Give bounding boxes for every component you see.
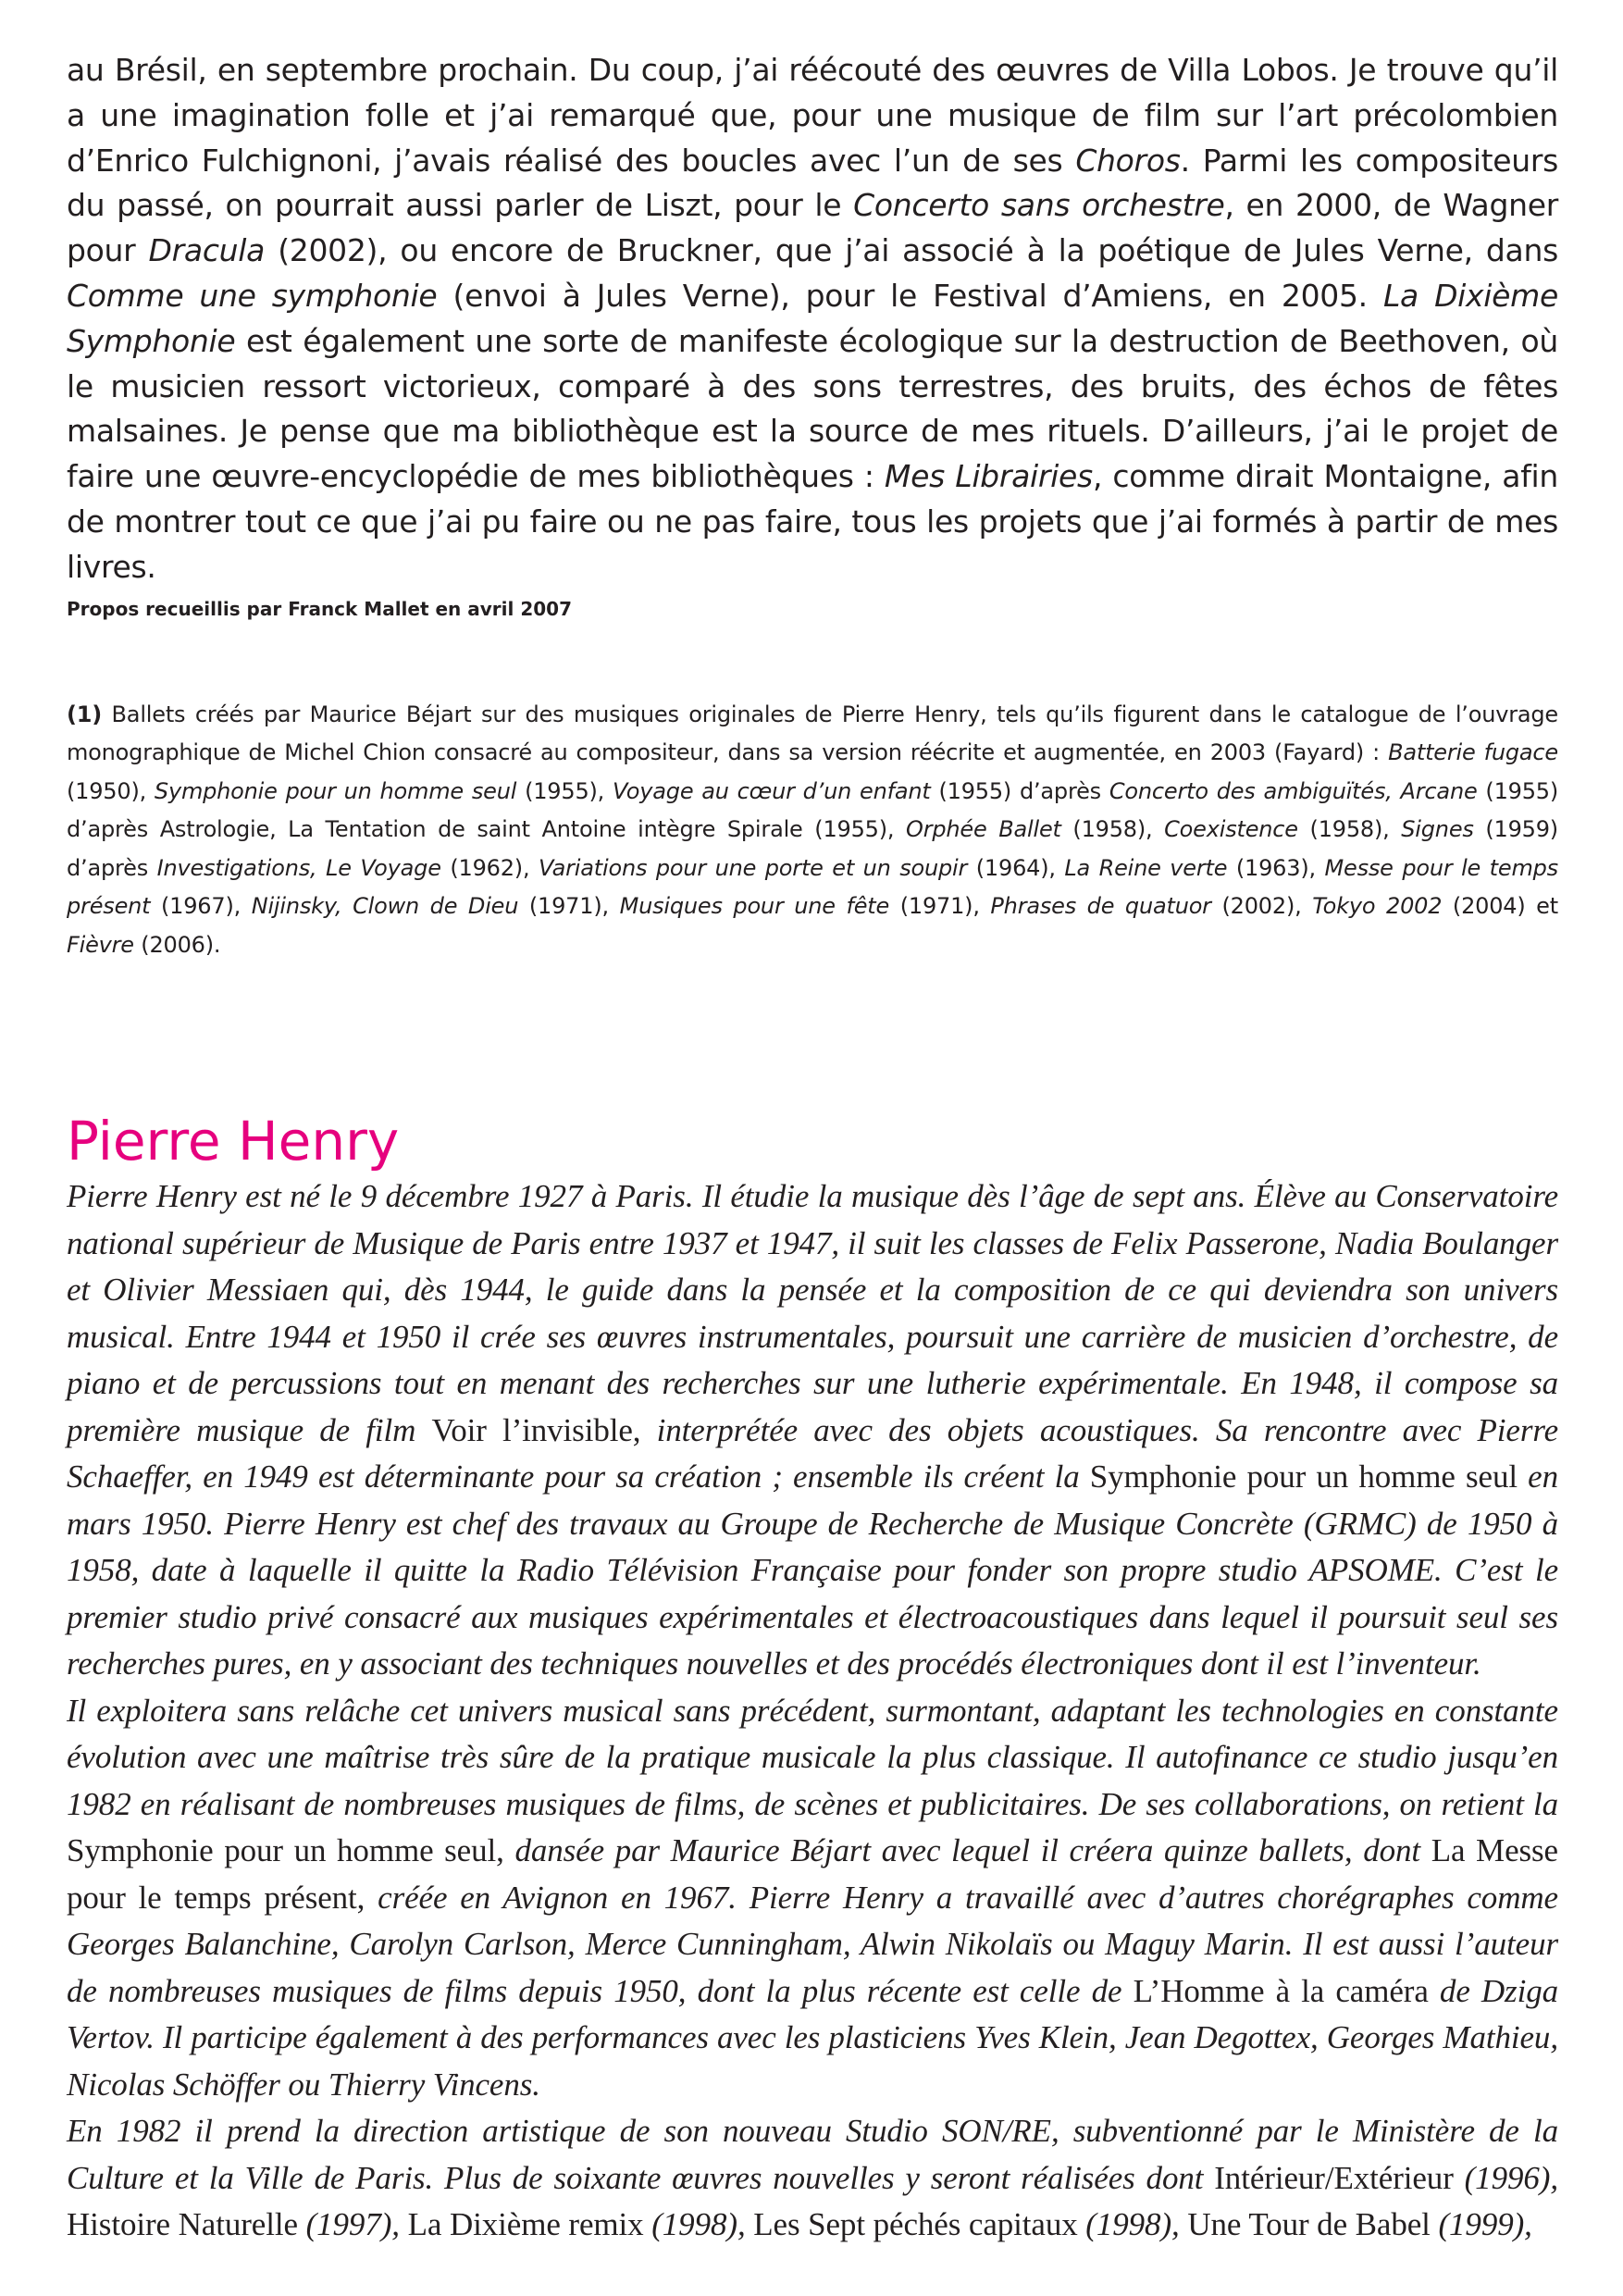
work-title: La Reine verte — [1064, 854, 1228, 881]
bio-paragraph — [67, 2108, 1558, 2249]
work-title: Fièvre — [67, 931, 134, 958]
interview-paragraph — [67, 48, 1558, 590]
work-title: Mes Librairies — [884, 458, 1093, 495]
work-title: Symphonie pour un homme seul — [1089, 1458, 1518, 1496]
work-title: Symphonie pour un homme seul — [154, 777, 517, 804]
work-title: Messe pour le temps présent — [67, 854, 1558, 920]
text-run: créée en Avignon en 1967. Pierre Henry a travaillé avec d’autres chorégraphes comme Georges Balanchine, Carolyn Carlson, Merce Cunningham, Alwin Nikolaïs ou Maguy Marin. Il est aussi l’auteur de nombreuses musiques de films depuis 1950, dont la plus récente est celle de — [67, 1879, 1558, 2009]
work-title: Voir l’invisible, — [431, 1411, 641, 1448]
text-run: (1958), — [1297, 816, 1402, 843]
work-title: Dracula — [148, 232, 266, 269]
work-title: Signes — [1401, 816, 1474, 843]
work-title: Histoire Naturelle — [67, 2206, 298, 2243]
work-title: Symphonie pour un homme seul, — [67, 1832, 504, 1869]
work-title: Les Sept péchés capitaux — [753, 2206, 1078, 2243]
text-run: (2006). — [133, 931, 221, 958]
text-run: (1959) d’après — [67, 816, 1558, 881]
text-run: , comme dirait Montaigne, afin de montrer tout ce que j’ai pu faire ou ne pas faire, tous les projets que j’ai formés à partir de mes livres. — [67, 458, 1559, 585]
work-title: Choros — [1075, 142, 1181, 179]
text-run: est également une sorte de manifeste écologique sur la destruction de Beethoven, où le musicien ressort victorieux, comparé à des sons terrestres, des bruits, des échos de fêtes malsaines. Je pense que ma bibliothèque est la source de mes rituels. D’ailleurs, j’ai le projet de faire une œuvre-encyclopédie de mes bibliothèques : — [67, 322, 1558, 495]
text-run: (2002), ou encore de Bruckner, que j’ai associé à la poétique de Jules Verne, dans — [265, 232, 1558, 269]
text-run: (1958), — [1060, 816, 1165, 843]
text-run: de Dziga Vertov. Il participe également à des performances avec les plasticiens Yves Klein, Jean Degottex, Georges Mathieu, Nicolas Schöffer ou Thierry Vincens. — [67, 1972, 1559, 2103]
text-run: (1998), — [643, 2206, 754, 2243]
work-title: Comme une symphonie — [67, 277, 438, 314]
interview-credit: Propos recueillis par Franck Mallet en avril 2007 — [67, 597, 572, 620]
work-title: La Dixième remix — [407, 2206, 644, 2243]
text-run: Il exploitera sans relâche cet univers musical sans précédent, surmontant, adaptant les technologies en constante évolution avec une maîtrise très sûre de la pratique musicale la plus classique. Il autofinance ce studio jusqu’en 1982 en réalisant de nombreuses musiques de films, de scènes et publicitaires. De ses collaborations, on retient la — [67, 1692, 1558, 1822]
text-run: (1964), — [967, 854, 1065, 881]
footnote-number: (1) — [67, 701, 103, 727]
text-run: (1967), — [150, 893, 252, 920]
text-run: Ballets créés par Maurice Béjart sur des musiques originales de Pierre Henry, tels qu’ils figurent dans le catalogue de l’ouvrage monographique de Michel Chion consacré au compositeur, dans sa version réécrite et augmentée, en 2003 (Fayard) : — [67, 701, 1558, 766]
text-run: (2004) et — [1442, 893, 1558, 920]
text-run: Pierre Henry est né le 9 décembre 1927 à Paris. Il étudie la musique dès l’âge de sept ans. Élève au Conservatoire national supérieur de Musique de Paris entre 1937 et 1947, il suit les classes de Felix Passerone, Nadia Boulanger et Olivier Messiaen qui, dès 1944, le guide dans la pensée et la composition de ce qui deviendra son univers musical. Entre 1944 et 1950 il crée ses œuvres instrumentales, poursuit une carrière de musicien d’orchestre, de piano et de percussions tout en menant des recherches sur une lutherie expérimentale. En 1948, il compose sa première musique de film — [67, 1178, 1558, 1448]
text-run: au Brésil, en septembre prochain. Du coup, j’ai réécouté des œuvres de Villa Lobos. Je trouve qu’il a une imagination folle et j’ai remarqué que, pour une musique de film sur l’art précolombien d’Enrico Fulchignoni, j’avais réalisé des boucles avec l’un de ses — [67, 52, 1558, 179]
text-run: (1997), — [297, 2206, 408, 2243]
text-run: (envoi à Jules Verne), pour le Festival d’Amiens, en 2005. — [437, 277, 1383, 314]
page-content — [67, 48, 1558, 2249]
work-title: Investigations, Le Voyage — [156, 854, 441, 881]
work-title: L’Homme à la caméra — [1133, 1972, 1429, 2009]
text-run: (1955) d’après — [930, 777, 1109, 804]
bio-paragraph — [67, 1173, 1558, 1688]
text-run: (1963), — [1227, 854, 1325, 881]
biography — [67, 1173, 1558, 2249]
bio-paragraph — [67, 1688, 1558, 2109]
work-title: Voyage au cœur d’un enfant — [612, 777, 931, 804]
text-run: (1971), — [889, 893, 991, 920]
text-run: En 1982 il prend la direction artistique de son nouveau Studio SON/RE, subventionné par le Ministère de la Culture et la Ville de Paris. Plus de soixante œuvres nouvelles y seront réalisées dont — [67, 2113, 1558, 2196]
work-title: Variations pour une porte et un soupir — [538, 854, 968, 881]
work-title: Batterie fugace — [1388, 739, 1558, 766]
text-run: en mars 1950. Pierre Henry est chef des travaux au Groupe de Recherche de Musique Concrète (GRMC) de 1950 à 1958, date à laquelle il quitte la Radio Télévision Française pour fonder son propre studio APSOME. C’est le premier studio privé consacré aux musiques expérimentales et électroacoustiques dans lequel il poursuit seul ses recherches pures, en y associant des techniques nouvelles et des procédés électroniques dont il est l’inventeur. — [67, 1458, 1558, 1682]
text-run: (1955), — [516, 777, 613, 804]
work-title: Coexistence — [1164, 816, 1298, 843]
work-title: Phrases de quatuor — [990, 893, 1211, 920]
work-title: Intérieur/Extérieur — [1214, 2159, 1454, 2196]
text-run: (2002), — [1210, 893, 1313, 920]
text-run: . Parmi les compositeurs du passé, on pourrait aussi parler de Liszt, pour le — [67, 142, 1558, 224]
work-title: Musiques pour une fête — [619, 893, 890, 920]
text-run: (1962), — [440, 854, 539, 881]
text-run: (1999), — [1430, 2206, 1532, 2243]
text-run: (1950), — [67, 777, 155, 804]
section-title: Pierre Henry — [67, 1110, 400, 1173]
work-title: Une Tour de Babel — [1187, 2206, 1431, 2243]
text-run: (1998), — [1077, 2206, 1188, 2243]
text-run: (1955) d’après Astrologie, La Tentation de saint Antoine intègre Spirale (1955), — [67, 777, 1559, 843]
text-run: , en 2000, de Wagner pour — [67, 187, 1558, 269]
text-run: dansée par Maurice Béjart avec lequel il créera quinze ballets, dont — [503, 1832, 1431, 1869]
work-title: La Messe pour le temps présent, — [67, 1832, 1558, 1916]
text-run: interprétée avec des objets acoustiques. Sa rencontre avec Pierre Schaeffer, en 1949 est déterminante pour sa création ; ensemble ils créent la — [67, 1411, 1559, 1496]
work-title: Concerto sans orchestre — [853, 187, 1225, 224]
work-title: Nijinsky, Clown de Dieu — [251, 893, 519, 920]
work-title: Tokyo 2002 — [1312, 893, 1443, 920]
work-title: Concerto des ambiguïtés, Arcane — [1109, 777, 1478, 804]
footnote — [67, 696, 1558, 965]
work-title: La Dixième Symphonie — [67, 277, 1558, 359]
text-run: (1971), — [518, 893, 620, 920]
work-title: Orphée Ballet — [906, 816, 1061, 843]
text-run: (1996), — [1453, 2159, 1558, 2196]
